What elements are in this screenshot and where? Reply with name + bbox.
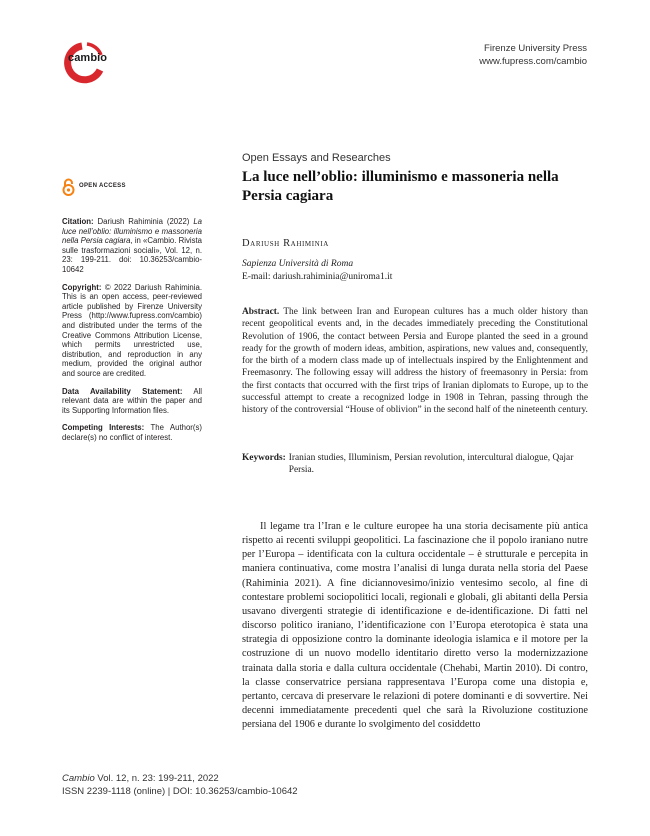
author-name: Dariush Rahiminia [242,238,329,249]
body-paragraph: Il legame tra l’Iran e le culture europee ha una storia decisamente più antica rispetto ai recenti sviluppi geopolitici. La fascinazione che il popolo iraniano nutre per l’Europa – identificata con la cultura occidentale – è strutturale e percepita in maniera continuativa, come mostra l’analisi di lunga durata nella storia del Paese (Rahiminia 2021). A fine diciannovesimo/inizio ventesimo secolo, al fine di contestare problemi sociopolitici locali, regionali e globali, gli abitanti della Persia usavano divergenti strategie di identificazione e de-identificazione. Di fatti nel discorso politico iraniano, l’identificazione con l’Europa eterotopica è stata una strategia di opposizione contro la dominante ideologia islamica e il motore per la costruzione di un nuovo modello identitario diretto verso la modernizzazione trainata dalla storia e dalla cultura occidentale (Chehabi, Martin 2010). Di contro, la classe conservatrice persiana rappresentava l’Europa come una distopia e, pertanto, cercava di preservare le relazioni di potere dominanti e di sovvertire. Nei decenni immediatamente precedenti quel che sarà la Rivoluzione costituzione persiana del 1906 e durante lo svolgimento del cosiddetto [242,521,588,731]
keywords-text: Iranian studies, Illuminism, Persian revolution, intercultural dialogue, Qajar Persia. [288,453,574,476]
open-access-lock-icon [62,178,75,196]
abstract-label: Abstract. [242,307,280,317]
open-access-label: OPEN ACCESS [79,183,126,190]
footer [62,773,298,798]
citation-text-pre: Dariush Rahiminia (2022) [93,217,194,226]
competing-interests-block [62,423,202,442]
competing-interests-text: The Author(s) declare(s) no conflict of interest. [62,423,202,442]
data-availability-text: All relevant data are within the paper and its Supporting Information files. [62,386,202,415]
copyright-text: © 2022 Dariush Rahiminia. This is an open access, peer-reviewed article published by Firenze University Press (http://www.fupress.com/cambio) and distributed under the terms of the Creative Commons Attribution License, which permits unrestricted use, distribution, and reproduction in any medium, provided the original author and source are credited. [62,282,202,378]
data-availability-block [62,387,202,416]
affiliation-text: Sapienza Università di Roma [242,259,354,269]
publisher-name: Firenze University Press [484,43,587,54]
open-access-row [62,178,202,196]
publisher-info [479,43,587,68]
keywords-label: Keywords: [242,453,286,463]
article-title: La luce nell’oblio: illuminismo e massoneria nella Persia cagiara [242,169,559,204]
citation-text-post: , in «Cambio. Rivista sulle trasformazioni sociali», Vol. 12, n. 23: 199-211. doi: 10.36253/cambio-10642 [62,236,202,274]
side-column [62,178,202,450]
competing-interests-label: Competing Interests: [62,423,145,433]
footer-journal: Cambio [62,773,95,784]
copyright-block [62,283,202,379]
abstract [242,306,588,417]
footer-issn-doi: ISSN 2239-1118 (online) | DOI: 10.36253/cambio-10642 [62,785,298,797]
citation-block [62,217,202,275]
footer-volume: Vol. 12, n. 23: 199-211, 2022 [94,773,219,784]
logo-text: cambio [68,52,108,64]
citation-label: Citation: [62,217,94,226]
section-label: Open Essays and Researches [242,152,391,164]
publisher-url[interactable]: www.fupress.com/cambio [479,55,587,67]
data-availability-label: Data Availability Statement: [62,386,183,396]
abstract-text: The link between Iran and European cultures has a much older history than recent geopolitical events and, in the decades immediately preceding the Constitutional Revolution of 1906, the contact between Persia and Europe planted the seed in a ground ready for the growth of modern ideas, ambition, aspirations, new values and, consequently, for the birth of a modern class made up of intellectuals inspired by the Enlightenment and Freemasonry. The following essay will address the history of freemasonry in Persia: from the first contacts that occurred with the first trips of Iranian diplomats to Europe, up to the successful attempt to create a recognized lodge in 1908 in Tehran, passing through the history of the controversial “House of oblivion” in the second half of the nineteenth century. [242,307,588,416]
copyright-label: Copyright: [62,282,102,292]
keywords [242,452,588,477]
author-affiliation [242,258,392,283]
author-email[interactable]: E-mail: dariush.rahiminia@uniroma1.it [242,271,393,282]
citation-title: La luce nell’oblio: illuminismo e massoneria nella Persia cagiara [62,217,202,246]
